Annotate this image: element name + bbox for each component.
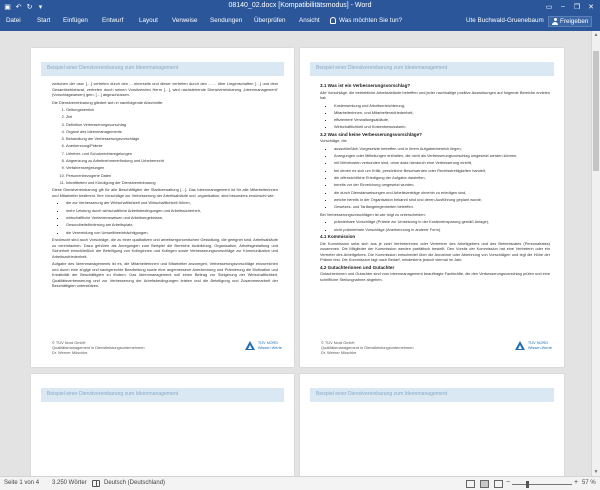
list-item: ▪ Mitarbeiterinnen- und Mitarbeiterzufriedenheit, bbox=[334, 110, 550, 116]
paragraph: Erwünscht sind auch Vorschläge, die zu einer qualitativen und arbeitsergonomischen Gestaltung, die geeignet sind, Arbeitsabläufe zu vereinfachen. Dazu gehören als Anregungen zum Beispiel die Bereiche Ausbildung, Organisation, Arbeitsgestaltung und Sicherheit einschließlich der Beteiligung von Kolleginnen und Kollegen sowie Verbesserungsvorschläge zur Kommunikation und Arbeitszufriedenheit. bbox=[52, 237, 278, 259]
page-footer bbox=[52, 341, 282, 355]
ribbon-display-options-icon[interactable]: ▭ bbox=[545, 3, 553, 11]
tuv-triangle-icon bbox=[245, 341, 255, 350]
window-controls bbox=[542, 1, 598, 12]
zoom-out-button[interactable]: − bbox=[506, 479, 511, 486]
vertical-scrollbar[interactable] bbox=[591, 31, 600, 476]
minimize-icon[interactable]: – bbox=[561, 3, 565, 10]
save-icon[interactable]: ▣ bbox=[4, 3, 11, 11]
paragraph: Die Kommission setzt sich aus je zwei Vertreterinnen oder Vertretern des Arbeitgebers und des Betriebsrates (Personalrates) zusammen. Die Mitglieder der Kommission werden paritätisch bestellt. Den Vorsitz der Kommission hat eine Vertreterin oder ein Vertreter des Arbeitgebers. Die Kommission entscheidet über die Annahme oder Ablehnung von Vorschlägen und legt die Höhe der Prämie fest. Die Kommission tagt nach Bedarf, mindestens jedoch viermal im Jahr. bbox=[320, 240, 550, 263]
tell-me-search[interactable] bbox=[330, 17, 402, 24]
page-header bbox=[310, 388, 554, 402]
list-item: 11. Inkrafttreten und Kündigung der Dienstvereinbarung bbox=[66, 180, 278, 186]
list-item: 1. Geltungsbereich bbox=[66, 107, 278, 113]
bullet-list bbox=[334, 103, 550, 130]
intro-paragraph: zwischen der usw. […] vertreten durch den ... einerseits und dieser vertreten durch den ... ... über Liegenschaften […] und dem Gesamtbetriebsrat, vertreten durch seinen Vorsitzenden Herrn […], wird nachstehende Dienstvereinbarung „Ideenmanagement“ (Vorschlagswesen) gem. […] abgeschlossen. bbox=[52, 81, 278, 97]
list-item: ▪ wirtschaftliche Verfahrensweisen und Arbeitsergebnisse, bbox=[66, 215, 278, 221]
tab-verweise[interactable]: Verweise bbox=[172, 17, 198, 24]
tab-einfuegen[interactable]: Einfügen bbox=[63, 17, 88, 24]
word-count[interactable]: 3.250 Wörter bbox=[52, 480, 87, 486]
list-item: ▪ welche bereits in der Organisation bekannt sind und deren Ausführung geplant wurde, bbox=[334, 197, 550, 203]
redo-icon[interactable]: ↻ bbox=[26, 3, 33, 11]
paragraph: Diese Dienstvereinbarung gilt für alle Beschäftigten der Stadtverwaltung […]. Das Ideenmanagement ist für alle Mitarbeiterinnen und Mitarbeiter bestimmt. Ihre Vorschläge zur Verbesserung der Arbeitsabläufe und -organisation, sind besonders erwünscht wie: bbox=[52, 187, 278, 198]
signed-in-user[interactable]: Ute Buchwald-Gruenebaum bbox=[466, 17, 544, 24]
list-item: 7. Urheber- und Schutzrechtsregelungen bbox=[66, 151, 278, 157]
section-heading: 4.1 Kommission bbox=[320, 234, 356, 240]
tab-start[interactable]: Start bbox=[37, 17, 51, 24]
title-bar bbox=[0, 0, 600, 14]
page-footer bbox=[321, 341, 552, 355]
window-title: 08140_02.docx [Kompatibilitätsmodus] - Word bbox=[228, 2, 372, 9]
customize-qat-icon[interactable]: ▾ bbox=[38, 3, 43, 11]
list-item: ▪ ausschließlich Vorgesetzte betreffen und in ihrem Aufgabenbereich liegen, bbox=[334, 146, 550, 152]
page-2[interactable] bbox=[300, 48, 564, 367]
footer-copyright: © TÜV Nord GmbH bbox=[52, 340, 86, 345]
tell-me-text: Was möchten Sie tun? bbox=[339, 17, 403, 24]
page-header bbox=[310, 62, 554, 76]
list-item: ▪ bei denen es sich um Kritik, persönliche Beschwerden oder Rechtsstreitigkeiten handelt, bbox=[334, 168, 550, 174]
footer-copyright: © TÜV Nord GmbH bbox=[321, 340, 355, 345]
list-item: ▪ Wirtschaftlichkeit und Kostenbewusstsein. bbox=[334, 124, 550, 130]
tuv-triangle-icon bbox=[515, 341, 525, 350]
section-list bbox=[66, 107, 278, 185]
list-item: ▪ die Vermeidung von Umweltbeeinträchtigungen. bbox=[66, 230, 278, 236]
list-item: ▪ die offensichtliche Erledigung der Aufgabe darstellen, bbox=[334, 175, 550, 181]
page-header bbox=[41, 62, 284, 76]
page-1[interactable] bbox=[31, 48, 294, 367]
status-bar bbox=[0, 476, 600, 490]
page-3[interactable] bbox=[31, 374, 294, 476]
list-item: 6. Anerkennung/Prämie bbox=[66, 143, 278, 149]
header-text: Beispiel einer Dienstvereinbarung zum Ideenmanagement bbox=[47, 65, 179, 71]
web-layout-button[interactable] bbox=[494, 480, 503, 488]
close-icon[interactable]: ✕ bbox=[588, 3, 594, 11]
paragraph: Aufgabe des Ideenmanagements ist es, die Mitarbeiterinnen und Mitarbeiter anzuregen, Verbesserungsvorschläge einzureichen und durch eine zügige und sachgerechte Bearbeitung sowie eine angemessene Anerkennung und Prämierung die Motivation und Kreativität der Beschäftigten zu fördern. Das Ideenmanagement soll einen Beitrag zur Steigerung der Wirtschaftlichkeit, Qualitätsverbesserung und zur Verbesserung der Arbeitsbedingungen leisten und die Beteiligung und Zusammenarbeit der Beschäftigten unterstützen. bbox=[52, 261, 278, 289]
page-body bbox=[52, 81, 278, 291]
footer-subtitle: Qualitätsmanagement in Dienstleistungsunternehmen bbox=[321, 344, 414, 350]
list-item: 4. Organe des Ideenmanagements bbox=[66, 129, 278, 135]
tab-ueberpruefen[interactable]: Überprüfen bbox=[254, 17, 286, 24]
section-heading: 4.2 Gutachterinnen und Gutachter bbox=[320, 264, 395, 270]
paragraph: Gutachterinnen und Gutachter sind vom Ideenmanagement beauftragte Fachkräfte, die den Verbesserungsvorschlag prüfen und eine schriftliche Stellungnahme abgeben. bbox=[320, 271, 550, 282]
list-item: ▪ Kostensenkung und Arbeitserleichterung, bbox=[334, 103, 550, 109]
zoom-slider-thumb[interactable] bbox=[526, 481, 529, 488]
list-item: ▪ bereits vor der Einreichung umgesetzt wurden, bbox=[334, 182, 550, 188]
share-label: Freigeben bbox=[560, 18, 589, 25]
bullet-list bbox=[334, 146, 550, 210]
page-header bbox=[41, 388, 284, 402]
tab-ansicht[interactable]: Ansicht bbox=[299, 17, 320, 24]
language[interactable]: Deutsch (Deutschland) bbox=[104, 480, 166, 486]
list-item: 5. Behandlung der Verbesserungsvorschläge bbox=[66, 136, 278, 142]
header-text: Beispiel einer Dienstvereinbarung zum Ideenmanagement bbox=[316, 391, 448, 397]
quick-access-toolbar bbox=[3, 2, 45, 11]
list-item: 10. Personenbezogene Daten bbox=[66, 173, 278, 179]
list-item: ▪ die zur Verbesserung der Wirtschaftlichkeit und Wirtschaftlichkeit führen, bbox=[66, 200, 278, 206]
list-item: 8. Abgrenzung zu Arbeitnehmererfindung und Urheberrecht bbox=[66, 158, 278, 164]
header-text: Beispiel einer Dienstvereinbarung zum Ideenmanagement bbox=[316, 65, 448, 71]
list-item: ▪ effizientere Verwaltungsabläufe, bbox=[334, 117, 550, 123]
scroll-down-icon[interactable]: ▼ bbox=[593, 469, 599, 475]
scrollbar-thumb[interactable] bbox=[593, 51, 599, 171]
bullet-list bbox=[66, 200, 278, 235]
list-item: 9. Verfahrensregelungen bbox=[66, 165, 278, 171]
brand-name: TÜV NORD bbox=[527, 340, 549, 346]
header-text: Beispiel einer Dienstvereinbarung zum Ideenmanagement bbox=[47, 391, 179, 397]
footer-author: Dr. Werner Möschke bbox=[321, 349, 357, 355]
page-body bbox=[320, 81, 550, 284]
restore-icon[interactable]: ❐ bbox=[573, 3, 581, 11]
footer-author: Dr. Werner Möschke bbox=[52, 349, 88, 355]
brand-slogan: Wissen.Werte bbox=[527, 344, 552, 350]
section-heading: 3.2 Was sind keine Verbesserungsvorschläge? bbox=[320, 131, 422, 137]
ribbon-tab-bar bbox=[0, 14, 600, 31]
list-item: ▪ Anregungen oder Mitteilungen enthalten, die nicht als Verbesserungsvorschlag umgesetzt werden können, bbox=[334, 153, 550, 159]
list-item: ▪ mehr Leistung durch wirtschaftliche Arbeitsbedingungen und Arbeitssicherheit, bbox=[66, 208, 278, 214]
paragraph: Alle Vorschläge, die betriebliche Arbeitsabläufe betreffen und jeder nachhaltige positive Auswirkungen auf folgende Bereiche erzielen hat: bbox=[320, 89, 550, 100]
scroll-up-icon[interactable]: ▲ bbox=[593, 32, 599, 38]
bullet-list bbox=[334, 219, 550, 232]
zoom-in-button[interactable]: + bbox=[574, 479, 579, 486]
proofing-icon[interactable] bbox=[92, 480, 100, 487]
page-count[interactable]: Seite 1 von 4 bbox=[4, 480, 40, 486]
tab-layout[interactable]: Layout bbox=[139, 17, 158, 24]
footer-subtitle: Qualitätsmanagement in Dienstleistungsunternehmen bbox=[52, 344, 145, 350]
tuv-logo bbox=[515, 341, 552, 350]
section-heading: 3.1 Was ist ein Verbesserungsvorschlag? bbox=[320, 83, 411, 88]
list-item: ▪ prämierbare Vorschläge (Prämie zur Umsetzung in der Kosteneinsparung gemäß Anlage), bbox=[334, 219, 550, 225]
tab-sendungen[interactable]: Sendungen bbox=[210, 17, 243, 24]
person-icon bbox=[552, 18, 558, 25]
paragraph: Bei Verbesserungsvorschlägen ist wie folgt zu unterscheiden: bbox=[320, 211, 426, 217]
page-4[interactable] bbox=[300, 374, 564, 476]
read-mode-button[interactable] bbox=[466, 480, 475, 488]
list-item: 2. Ziel bbox=[66, 114, 278, 120]
list-item: ▪ die durch Dienstanweisungen und Arbeitsverträge ohnehin zu erledigen sind, bbox=[334, 190, 550, 196]
brand-slogan: Wissen.Werte bbox=[257, 344, 282, 350]
brand-name: TÜV NORD bbox=[257, 340, 279, 346]
paragraph: Vorschläge, die bbox=[320, 138, 347, 144]
share-button[interactable] bbox=[548, 16, 592, 27]
tab-entwurf[interactable]: Entwurf bbox=[102, 17, 124, 24]
zoom-slider[interactable] bbox=[512, 484, 572, 485]
document-area[interactable] bbox=[0, 31, 600, 476]
list-item: ▪ Gesundheitsförderung am Arbeitsplatz, bbox=[66, 222, 278, 228]
toc-lead: Die Dienstvereinbarung gliedert sich in nachfolgende Abschnitte: bbox=[52, 99, 164, 105]
lightbulb-icon bbox=[330, 17, 336, 24]
tuv-logo bbox=[245, 341, 282, 350]
zoom-level[interactable]: 57 % bbox=[582, 480, 596, 486]
list-item: 3. Definition Verbesserungsvorschlag bbox=[66, 122, 278, 128]
undo-icon[interactable]: ↶ bbox=[15, 3, 22, 11]
print-layout-button[interactable] bbox=[480, 480, 489, 488]
list-item: ▪ Gesetzes- und Tarifangelegenheiten betreffen. bbox=[334, 204, 550, 210]
list-item: ▪ nicht prämierbare Vorschläge (Anerkennung in anderer Form). bbox=[334, 227, 550, 233]
tab-datei[interactable]: Datei bbox=[6, 17, 21, 24]
list-item: ▪ mit Mehrkosten verbunden sind, ohne dass hierdurch eine Verbesserung eintritt, bbox=[334, 160, 550, 166]
